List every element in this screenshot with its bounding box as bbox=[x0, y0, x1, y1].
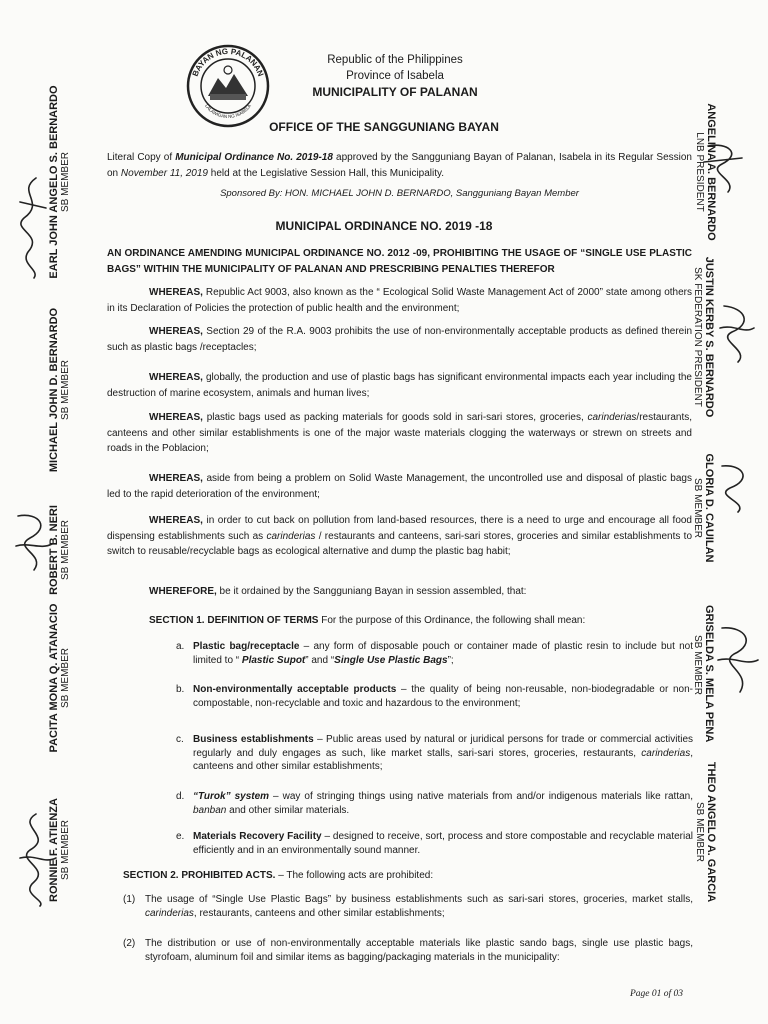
ordinance-number: MUNICIPAL ORDINANCE NO. 2019 -18 bbox=[275, 219, 493, 233]
signatory-role: SB MEMBER bbox=[60, 820, 71, 881]
left-signatory-2 bbox=[48, 300, 72, 480]
definition-item bbox=[176, 830, 693, 857]
literal-pre: Literal Copy of bbox=[107, 152, 176, 163]
section-2-heading bbox=[123, 868, 693, 884]
signatory-name: GLORIA D. CAUILAN bbox=[703, 453, 715, 563]
page-number: Page 01 of 03 bbox=[630, 989, 684, 999]
section-2-text: – The following acts are prohibited: bbox=[275, 870, 434, 881]
literal-date: November 11, 2019 bbox=[120, 167, 208, 179]
whereas-label: WHEREAS, bbox=[149, 412, 203, 423]
definition-letter: e. bbox=[176, 831, 185, 842]
prohibited-act-number: (1) bbox=[123, 894, 136, 905]
office-title: OFFICE OF THE SANGGUNIANG BAYAN bbox=[269, 120, 499, 134]
prohibited-act-number: (2) bbox=[123, 938, 136, 949]
header-republic: Republic of the Philippines bbox=[327, 54, 463, 66]
signatory-role: SB MEMBER bbox=[694, 801, 705, 862]
signatory-role: SB MEMBER bbox=[692, 477, 703, 538]
definition-term: Materials Recovery Facility bbox=[193, 831, 322, 842]
definition-letter: b. bbox=[176, 684, 185, 695]
svg-text:LALAWIGAN NG ISABELA: LALAWIGAN NG ISABELA bbox=[204, 103, 252, 120]
signature-earl-bernardo bbox=[6, 172, 56, 282]
signatory-name: MICHAEL JOHN D. BERNARDO bbox=[48, 307, 60, 473]
definition-term: Non-environmentally acceptable products bbox=[193, 684, 397, 695]
definition-letter: d. bbox=[176, 791, 185, 802]
signatory-role: SB MEMBER bbox=[60, 360, 71, 421]
literal-copy-statement bbox=[107, 150, 692, 181]
definition-text: – designed to receive, sort, process and store compostable and recyclable material efficiently and in an environmentally sound manner. bbox=[193, 831, 693, 856]
svg-text:BAYAN NG PALANAN: BAYAN NG PALANAN bbox=[190, 46, 266, 78]
signatory-role: SB MEMBER bbox=[692, 634, 703, 695]
definition-item bbox=[176, 733, 694, 774]
definition-term: Plastic bag/receptacle bbox=[193, 641, 300, 652]
right-signatory-5 bbox=[693, 757, 717, 907]
wherefore-label: WHEREFORE, bbox=[149, 586, 217, 597]
definition-term: “Turok” system bbox=[193, 791, 270, 802]
signature-angelina-bernardo bbox=[698, 136, 748, 196]
literal-ordinance-ref: Municipal Ordinance No. 2019-18 bbox=[175, 152, 333, 163]
header-municipality: MUNICIPALITY OF PALANAN bbox=[312, 85, 478, 99]
definition-letter: a. bbox=[176, 641, 185, 652]
signatory-role: SK FEDERATION PRESIDENT bbox=[692, 267, 703, 407]
prohibited-act-italic: carinderias bbox=[145, 908, 194, 919]
prohibited-act-text: The usage of “Single Use Plastic Bags” by business establishments such as sari-sari stores, groceries, market stalls, bbox=[145, 894, 693, 905]
signatory-role: SB MEMBER bbox=[60, 648, 71, 709]
whereas-text: /restaurants, canteens and other similar establishments is one of the major waste materials clogging the waterways or strewn on streets and roads in the Poblacion; bbox=[107, 412, 693, 454]
prohibited-act-text: , restaurants, canteens and other similar establishments; bbox=[193, 908, 445, 919]
signatory-name: RONNIE F. ATIENZA bbox=[48, 798, 60, 902]
definition-item bbox=[176, 790, 693, 817]
whereas-label: WHEREAS, bbox=[149, 326, 203, 337]
signature-justin-bernardo bbox=[712, 298, 758, 368]
literal-mid: approved by the Sangguniang Bayan of Palanan, Isabela in its Regular Session on bbox=[107, 152, 692, 179]
whereas-paragraph-4 bbox=[107, 410, 692, 457]
signatory-name: JUSTIN KERBY S. BERNARDO bbox=[703, 256, 715, 418]
signatory-name: ANGELINA A. BERNARDO bbox=[705, 103, 717, 241]
literal-post: held at the Legislative Session Hall, this Municipality. bbox=[208, 167, 445, 179]
signatory-name: THEO ANGELO A. GARCIA bbox=[705, 761, 717, 903]
prohibited-act-text: The distribution or use of non-environmentally acceptable materials like plastic sando bags, single use plastic bags, styrofoam, aluminum foil and similar items as bagging/packaging materials in the municipality: bbox=[145, 938, 693, 963]
whereas-paragraph-6 bbox=[107, 513, 692, 560]
definition-text: – Public areas used by natural or juridical persons for trade or commercial activities regularly and duly engages as such, like market stalls, sari-sari stores, groceries, restaurants, bbox=[193, 734, 694, 759]
prohibited-act-item bbox=[123, 893, 693, 921]
whereas-italic: carinderias bbox=[266, 530, 316, 542]
whereas-label: WHEREAS, bbox=[149, 287, 203, 298]
definition-term: Business establishments bbox=[193, 734, 314, 745]
definition-italic: carinderias bbox=[641, 747, 691, 759]
definition-text: , canteens and other similar establishments; bbox=[193, 747, 693, 772]
signatory-role: LNB PRESIDENT bbox=[694, 132, 705, 212]
left-signatory-4 bbox=[48, 598, 72, 758]
section-1-text: For the purpose of this Ordinance, the following shall mean: bbox=[318, 615, 586, 626]
definition-italic: banban bbox=[193, 804, 227, 816]
signatory-role: SB MEMBER bbox=[60, 520, 71, 581]
municipal-seal-logo bbox=[186, 44, 270, 128]
whereas-text: globally, the production and use of plastic bags has significant environmental impacts each year including the destruction of marine ecosystem, animals and human lives; bbox=[107, 372, 692, 399]
header-province: Province of Isabela bbox=[346, 70, 444, 82]
signatory-name: GRISELDA S. MELA PENA bbox=[703, 605, 715, 743]
definition-italic: Single Use Plastic Bags bbox=[334, 654, 448, 666]
whereas-label: WHEREAS, bbox=[149, 372, 203, 383]
definition-text: ”; bbox=[447, 654, 454, 666]
section-2-label: SECTION 2. PROHIBITED ACTS. bbox=[123, 870, 276, 881]
whereas-text: Republic Act 9003, also known as the “ Ecological Solid Waste Management Act of 2000” state among others in its Declaration of Policies the protection of public health and the environment; bbox=[107, 287, 693, 314]
definition-text: ” and “ bbox=[305, 654, 335, 666]
signatory-name: EARL JOHN ANGELO S. BERNARDO bbox=[48, 85, 60, 279]
signature-gloria-cauilan bbox=[708, 458, 758, 518]
signature-griselda-pena bbox=[712, 620, 762, 700]
definition-letter: c. bbox=[176, 734, 184, 745]
definition-item bbox=[176, 640, 693, 667]
whereas-italic: carinderias bbox=[587, 412, 637, 423]
sponsor-line: Sponsored By: HON. MICHAEL JOHN D. BERNARDO, Sangguniang Bayan Member bbox=[220, 188, 579, 199]
definition-item bbox=[176, 683, 693, 710]
whereas-text: plastic bags used as packing materials for goods sold in sari-sari stores, groceries, bbox=[206, 412, 588, 423]
ordinance-title: AN ORDINANCE AMENDING MUNICIPAL ORDINANCE NO. 2012 -09, PROHIBITING THE USAGE OF “SINGLE USE PLASTIC BAGS” WITHIN THE MUNICIPALITY OF PALANAN AND PRESCRIBING PENALTIES THEREFOR bbox=[107, 248, 692, 275]
whereas-paragraph-5 bbox=[107, 471, 692, 502]
whereas-paragraph-3 bbox=[107, 370, 692, 401]
whereas-text: / restaurants and canteens, sari-sari stores, groceries and similar establishments to switch to reusable/recyclable bags as ecological alternative and dump the plastic bag habit; bbox=[107, 530, 693, 557]
wherefore-text: be it ordained by the Sangguniang Bayan in session assembled, that: bbox=[216, 586, 527, 597]
definition-text: – the quality of being non-reusable, non-biodegradable or non-compostable, non-recyclable and toxic and hazardous to the environment; bbox=[193, 684, 693, 709]
definition-italic: Plastic Supot bbox=[241, 654, 306, 666]
definition-text: and other similar materials. bbox=[226, 804, 350, 816]
signatory-name: PACITA MONA Q. ATANACIO bbox=[48, 603, 60, 753]
definition-text: – any form of disposable pouch or container made of plastic resin to include but not limited to “ bbox=[193, 641, 693, 666]
section-1-heading bbox=[107, 613, 692, 629]
whereas-text: in order to cut back on pollution from land-based resources, there is a need to urge and encourage all food dispensing establishments such as bbox=[107, 515, 692, 542]
whereas-paragraph-2 bbox=[107, 324, 692, 355]
whereas-label: WHEREAS, bbox=[149, 473, 203, 484]
signature-ronnie-atienza bbox=[10, 808, 60, 908]
signatory-name: ROBERT B. NERI bbox=[48, 505, 60, 595]
wherefore-paragraph bbox=[107, 584, 692, 600]
whereas-text: aside from being a problem on Solid Waste Management, the uncontrolled use and disposal of plastic bags led to the rapid deterioration of the environment; bbox=[107, 473, 692, 500]
signatory-role: SB MEMBER bbox=[60, 152, 71, 213]
signature-robert-neri bbox=[10, 508, 56, 578]
definition-text: – way of stringing things using native materials from and/or indigenous materials like rattan, bbox=[269, 791, 693, 802]
section-1-label: SECTION 1. DEFINITION OF TERMS bbox=[149, 615, 319, 626]
whereas-label: WHEREAS, bbox=[149, 515, 203, 526]
whereas-text: Section 29 of the R.A. 9003 prohibits the use of non-environmentally acceptable products as defined therein such as plastic bags /receptacles; bbox=[107, 326, 693, 353]
prohibited-act-item bbox=[123, 937, 693, 965]
whereas-paragraph-1 bbox=[107, 285, 692, 316]
